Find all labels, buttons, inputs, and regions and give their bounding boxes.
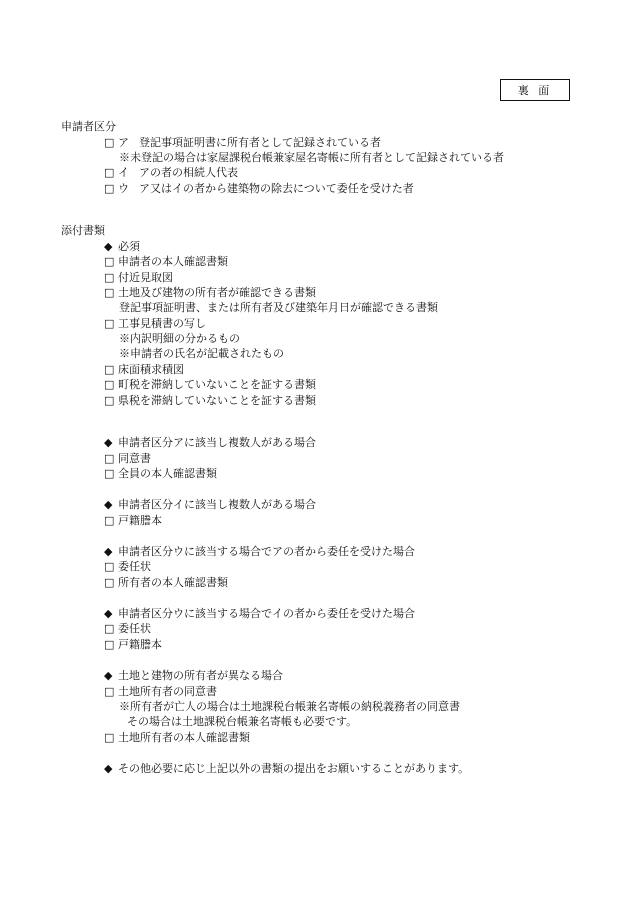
checkbox-icon: □: [104, 286, 115, 299]
diamond-icon: ◆: [104, 545, 113, 558]
reverse-side-badge: 裏 面: [500, 79, 570, 101]
checkbox-icon: □: [104, 452, 115, 465]
checkbox-icon: □: [104, 731, 115, 744]
list-item: □ 申請者の本人確認書類: [104, 255, 228, 268]
diamond-icon: ◆: [104, 762, 113, 775]
checkbox-icon: □: [104, 255, 115, 268]
list-item: □ 土地所有者の本人確認書類: [104, 731, 250, 744]
closing-note: ◆ その他必要に応じ上記以外の書類の提出をお願いすることがあります。: [104, 762, 470, 775]
checkbox-icon: □: [104, 317, 115, 330]
list-item: □ 土地及び建物の所有者が確認できる書類: [104, 286, 316, 299]
list-item: □ 所有者の本人確認書類: [104, 576, 228, 589]
case-heading: ◆ 申請者区分アに該当し複数人がある場合: [104, 436, 316, 449]
checkbox-icon: □: [104, 394, 115, 407]
applicant-text: アの者の相続人代表: [139, 166, 238, 179]
list-subtext: ※所有者が亡人の場合は土地課税台帳兼名寄帳の納税義務者の同意書: [119, 700, 460, 713]
list-item: □ 工事見積書の写し: [104, 317, 206, 330]
diamond-icon: ◆: [104, 607, 113, 620]
diamond-icon: ◆: [104, 498, 113, 511]
diamond-icon: ◆: [104, 669, 113, 682]
checkbox-icon: □: [104, 576, 115, 589]
checkbox-icon: □: [104, 560, 115, 573]
applicant-section-title: 申請者区分: [61, 120, 116, 133]
applicant-item-i: [104, 166, 238, 180]
required-heading: ◆ 必須: [104, 240, 140, 253]
list-item: □ 同意書: [104, 452, 151, 465]
applicant-text: 登記事項証明書に所有者として記録されている者: [139, 136, 381, 149]
applicant-note: ※未登記の場合は家屋課税台帳兼家屋名寄帳に所有者として記録されている者: [119, 151, 504, 164]
checkbox-icon: □: [104, 182, 115, 195]
list-item: □ 戸籍謄本: [104, 638, 162, 651]
checkbox-icon: □: [104, 166, 115, 179]
list-item: □ 全員の本人確認書類: [104, 467, 217, 480]
case-heading: ◆ 申請者区分ウに該当する場合でイの者から委任を受けた場合: [104, 607, 415, 620]
attachments-title: 添付書類: [61, 224, 105, 237]
diamond-icon: ◆: [104, 436, 113, 449]
applicant-code: イ: [118, 166, 129, 179]
list-subtext: ※内訳明細の分かるもの: [119, 332, 240, 345]
checkbox-icon: □: [104, 363, 115, 376]
list-subtext: 登記事項証明書、または所有者及び建築年月日が確認できる書類: [119, 301, 438, 314]
applicant-text: ア又はイの者から建築物の除去について委任を受けた者: [139, 182, 414, 195]
checkbox-icon: □: [104, 622, 115, 635]
list-item: □ 委任状: [104, 560, 151, 573]
applicant-code: ア: [118, 136, 129, 149]
list-item: □ 県税を滞納していないことを証する書類: [104, 394, 316, 407]
checkbox-icon: □: [104, 685, 115, 698]
checkbox-icon: □: [104, 271, 115, 284]
list-item: □ 土地所有者の同意書: [104, 685, 217, 698]
checkbox-icon: □: [104, 467, 115, 480]
case-heading: ◆ 申請者区分イに該当し複数人がある場合: [104, 498, 316, 511]
checkbox-icon: □: [104, 136, 115, 149]
checkbox-icon: □: [104, 638, 115, 651]
checkbox-icon: □: [104, 378, 115, 391]
case-heading: ◆ 土地と建物の所有者が異なる場合: [104, 669, 283, 682]
list-item: □ 委任状: [104, 622, 151, 635]
checkbox-icon: □: [104, 514, 115, 527]
diamond-icon: ◆: [104, 240, 113, 253]
list-subtext: ※申請者の氏名が記載されたもの: [119, 347, 284, 360]
list-item: □ 付近見取図: [104, 271, 173, 284]
applicant-code: ウ: [118, 182, 129, 195]
list-item: □ 戸籍謄本: [104, 514, 162, 527]
case-heading: ◆ 申請者区分ウに該当する場合でアの者から委任を受けた場合: [104, 545, 415, 558]
list-subtext: その場合は土地課税台帳兼名寄帳も必要です。: [127, 715, 358, 728]
applicant-item-u: [104, 182, 414, 196]
applicant-item-a: [104, 136, 381, 150]
list-item: □ 町税を滞納していないことを証する書類: [104, 378, 316, 391]
list-item: □ 床面積求積図: [104, 363, 184, 376]
